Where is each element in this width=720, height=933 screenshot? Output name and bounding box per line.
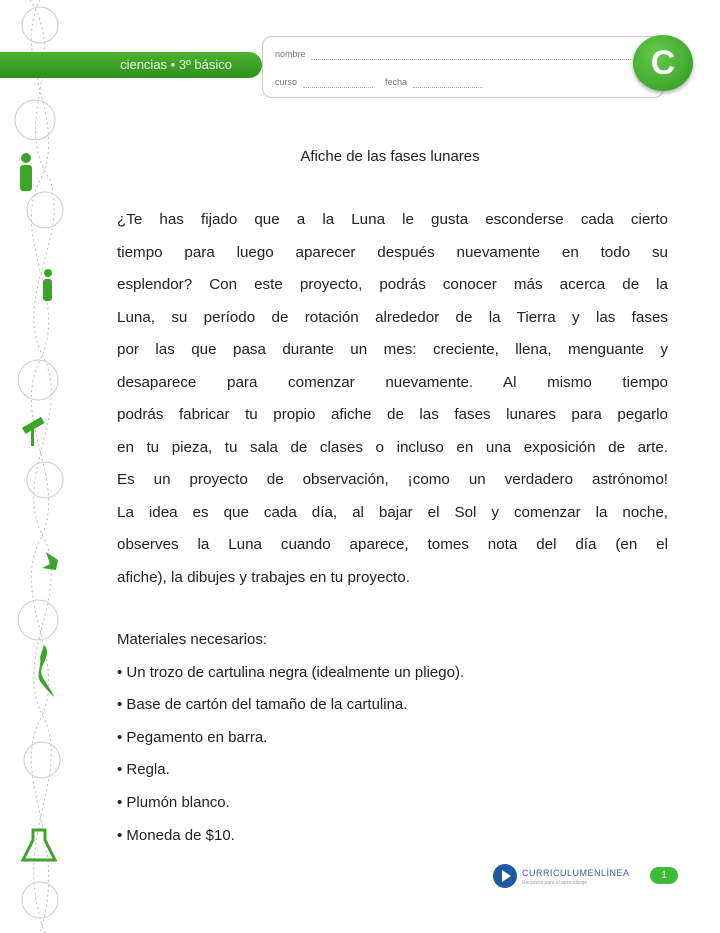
list-item: • Base de cartón del tamaño de la cartulina. [117, 696, 408, 714]
paragraph-line: en tu pieza, tu sala de clases o incluso en una exposición de arte. [117, 438, 668, 456]
course-field[interactable] [303, 87, 373, 88]
decorative-border [0, 0, 80, 933]
materials-heading: Materiales necesarios: [117, 631, 268, 648]
subject-label: ciencias • 3º básico [120, 57, 232, 72]
butterfly-icon [42, 552, 58, 570]
paragraph-line: ¿Te has fijado que a la Luna le gusta esconderse cada cierto [117, 211, 668, 228]
paragraph-line: desaparece para comenzar nuevamente. Al mismo tiempo [117, 373, 668, 391]
name-label: nombre [275, 49, 306, 59]
list-item: • Pegamento en barra. [117, 728, 268, 746]
document-title: Afiche de las fases lunares [300, 148, 480, 165]
paragraph-line: La idea es que cada día, al bajar el Sol y comenzar la noche, [117, 503, 668, 521]
course-label: curso [275, 77, 298, 87]
page-number: 1 [650, 867, 678, 884]
materials-list [117, 628, 464, 856]
list-item: • Regla. [117, 761, 170, 779]
paragraph-line: esplendor? Con este proyecto, podrás conocer más acerca de la [117, 276, 668, 293]
subject-banner [0, 52, 262, 78]
footer-brand: CURRICULUMENLÍNEA [522, 868, 630, 878]
paragraph-line: Luna, su período de rotación alrededor de la Tierra y las fases [117, 308, 668, 326]
paragraph-line: por las que pasa durante un mes: creciente, llena, menguante y [117, 341, 668, 358]
flask-icon [23, 830, 55, 860]
lizard-icon [39, 645, 54, 697]
intro-paragraph [117, 208, 668, 598]
hiker-icon [43, 269, 52, 301]
paragraph-line: Es un proyecto de observación, ¡como un verdadero astrónomo! [117, 471, 668, 488]
paragraph-line: tiempo para luego aparecer después nuevamente en todo su [117, 243, 668, 261]
list-item: • Plumón blanco. [117, 793, 230, 811]
paragraph-line: observes la Luna cuando aparece, tomes nota del día (en el [117, 536, 668, 553]
name-field[interactable] [311, 59, 631, 60]
paragraph-line: podrás fabricar tu propio afiche de las fases lunares para pegarlo [117, 406, 668, 423]
play-logo-icon [493, 864, 517, 888]
category-badge: C [633, 35, 693, 91]
list-item: • Moneda de $10. [117, 826, 235, 844]
paragraph-line: afiche), la dibujes y trabajes en tu proyecto. [117, 568, 410, 586]
list-item: • Un trozo de cartulina negra (idealmente un pliego). [117, 663, 465, 681]
date-field[interactable] [413, 87, 483, 88]
footer-brand-sub: Recursos para el aprendizaje [522, 880, 588, 886]
date-label: fecha [385, 77, 408, 87]
student-info-box [262, 36, 664, 98]
